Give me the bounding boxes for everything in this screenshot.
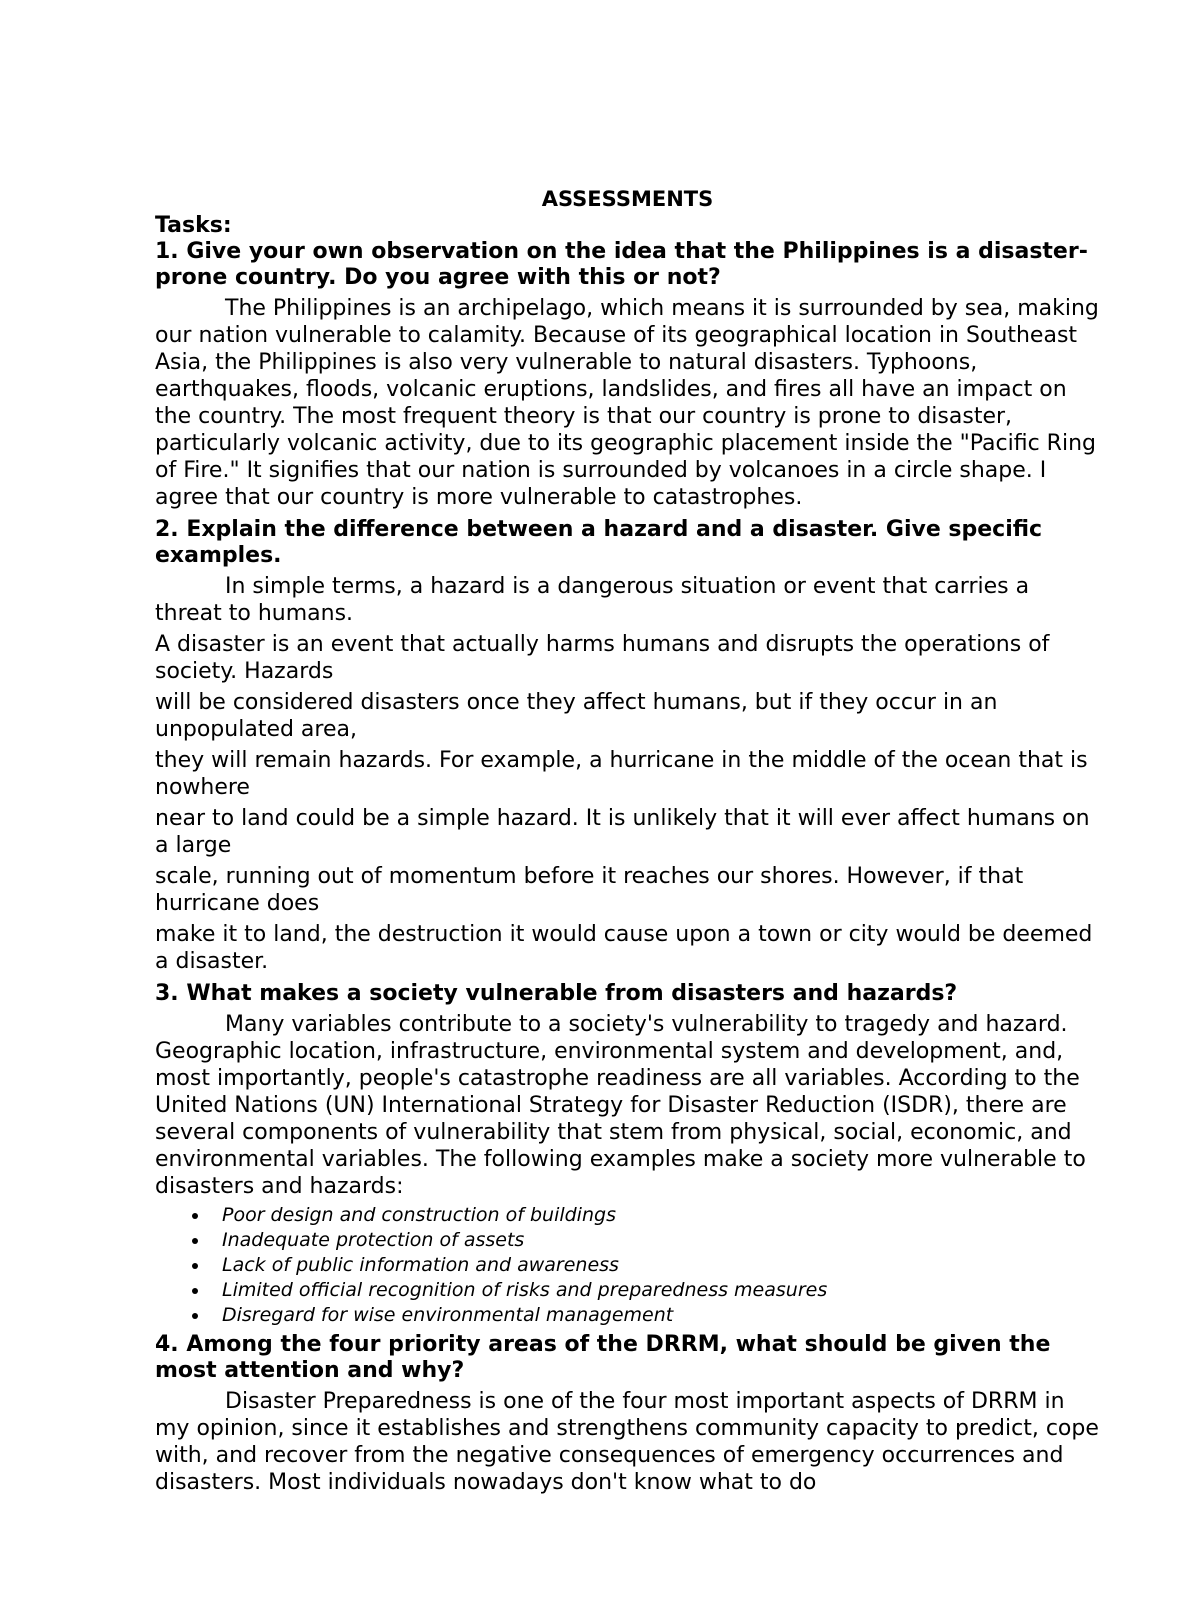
vulnerability-list: [155, 1203, 1100, 1328]
bullet-icon: [192, 1238, 198, 1244]
tasks-label: Tasks:: [155, 213, 232, 238]
answer-2-line: near to land could be a simple hazard. It is unlikely that it will ever affect humans on a large: [155, 806, 1090, 858]
list-item: Disregard for wise environmental management: [222, 1303, 1100, 1328]
answer-2-line: A disaster is an event that actually harms humans and disrupts the operations of society. Hazards: [155, 632, 1050, 684]
answer-3: Many variables contribute to a society's vulnerability to tragedy and hazard. Geographic location, infrastructure, environmental system and development, and, most importantly, people's catastrophe readiness are all variables. According to the United Nations (UN) International Strategy for Disaster Reduction (ISDR), there are several components of vulnerability that stem from physical, social, economic, and environmental variables. The following examples make a society more vulnerable to disasters and hazards:: [155, 1012, 1086, 1199]
question-4: 4. Among the four priority areas of the DRRM, what should be given the most attention and why?: [155, 1332, 1051, 1383]
answer-1: The Philippines is an archipelago, which means it is surrounded by sea, making our nation vulnerable to calamity. Because of its geographical location in Southeast Asia, the Philippines is also very vulnerable to natural disasters. Typhoons, earthquakes, floods, volcanic eruptions, landslides, and fires all have an impact on the country. The most frequent theory is that our country is prone to disaster, particularly volcanic activity, due to its geographic placement inside the "Pacific Ring of Fire." It signifies that our nation is surrounded by volcanoes in a circle shape. I agree that our country is more vulnerable to catastrophes.: [155, 296, 1099, 510]
question-2: 2. Explain the difference between a hazard and a disaster. Give specific examples.: [155, 517, 1043, 568]
document-title: ASSESSMENTS: [541, 187, 714, 211]
bullet-icon: [192, 1313, 198, 1319]
list-item: Limited official recognition of risks and preparedness measures: [222, 1278, 1100, 1303]
question-3: 3. What makes a society vulnerable from disasters and hazards?: [155, 981, 958, 1006]
list-item: Inadequate protection of assets: [222, 1228, 1100, 1253]
answer-2-line: make it to land, the destruction it would cause upon a town or city would be deemed a disaster.: [155, 922, 1093, 974]
answer-4: Disaster Preparedness is one of the four most important aspects of DRRM in my opinion, since it establishes and strengthens community capacity to predict, cope with, and recover from the negative consequences of emergency occurrences and disasters. Most individuals nowadays don't know what to do: [155, 1389, 1099, 1495]
question-1: 1. Give your own observation on the idea that the Philippines is a disaster-prone country. Do you agree with this or not?: [155, 239, 1088, 290]
bullet-icon: [192, 1213, 198, 1219]
bullet-icon: [192, 1263, 198, 1269]
answer-2-line: In simple terms, a hazard is a dangerous situation or event that carries a threat to humans.: [155, 574, 1030, 626]
answer-2-line: scale, running out of momentum before it reaches our shores. However, if that hurricane does: [155, 864, 1024, 916]
list-item: Lack of public information and awareness: [222, 1253, 1100, 1278]
bullet-icon: [192, 1288, 198, 1294]
list-item: Poor design and construction of buildings: [222, 1203, 1100, 1228]
answer-2-line: they will remain hazards. For example, a hurricane in the middle of the ocean that is nowhere: [155, 748, 1088, 800]
answer-2-line: will be considered disasters once they affect humans, but if they occur in an unpopulated area,: [155, 690, 998, 742]
